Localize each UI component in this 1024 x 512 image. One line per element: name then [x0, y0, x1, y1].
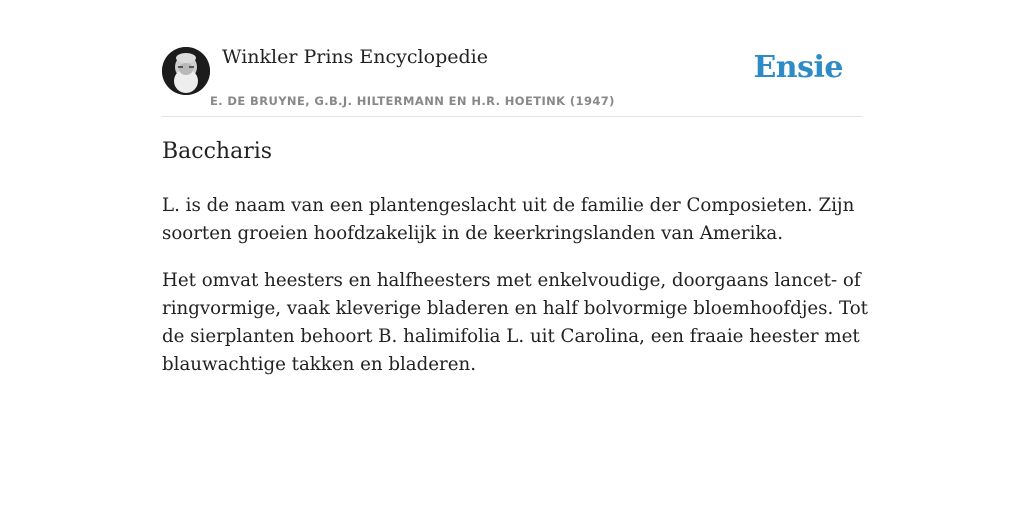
source-header — [162, 40, 862, 117]
source-authors: E. DE BRUYNE, G.B.J. HILTERMANN EN H.R. HOETINK (1947) — [210, 94, 615, 108]
author-portrait[interactable] — [162, 47, 210, 95]
article-paragraph: Het omvat heesters en halfheesters met enkelvoudige, doorgaans lancet- of ringvormige, vaak kleverige bladeren en half bolvormige bloemhoofdjes. Tot de sierplanten behoort B. halimifolia L. uit Carolina, een fraaie heester met blauwachtige takken en bladeren. — [162, 270, 868, 375]
article-body — [162, 192, 872, 398]
article-paragraph: L. is de naam van een plantengeslacht uit de familie der Composieten. Zijn soorten groeien hoofdzakelijk in de keerkringslanden van Amerika. — [162, 195, 855, 244]
portrait-image — [162, 47, 210, 95]
article-title: Baccharis — [162, 139, 273, 164]
source-title[interactable]: Winkler Prins Encyclopedie — [222, 46, 488, 68]
brand-logo[interactable]: Ensie — [753, 50, 843, 85]
